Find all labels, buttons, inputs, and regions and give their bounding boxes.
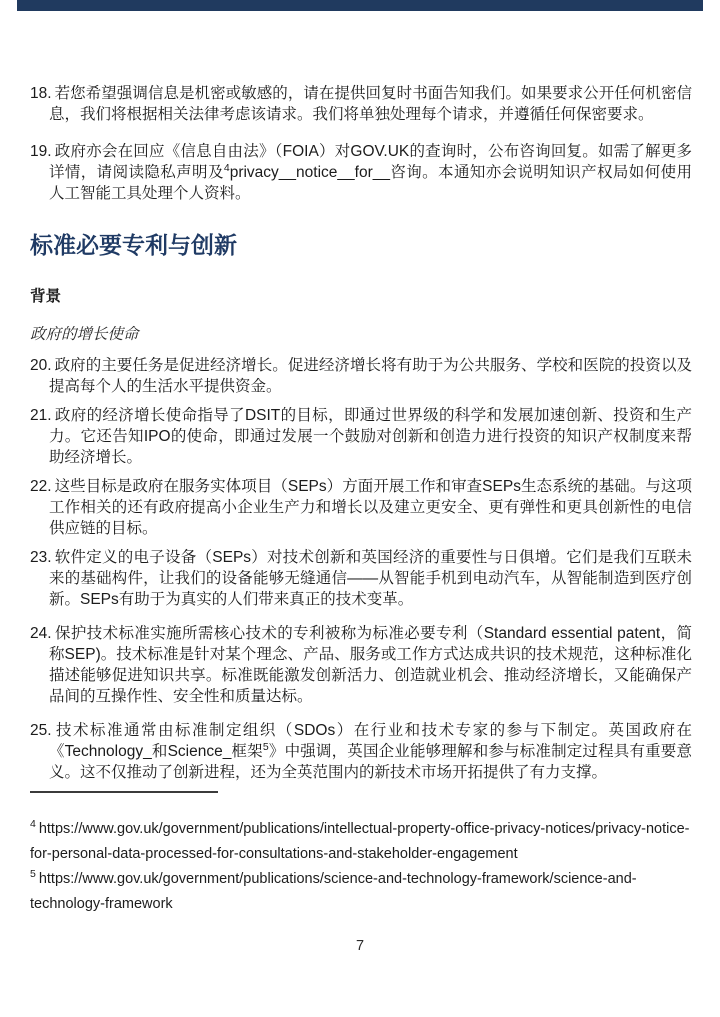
footnote-ref-4: 4: [223, 161, 230, 174]
item-number: 23.: [30, 549, 52, 566]
page-top-banner: [17, 0, 703, 11]
item-number: 18.: [30, 85, 52, 102]
footnotes: [30, 817, 692, 917]
footnote-url: https://www.gov.uk/government/publications/science-and-technology-framework/science-and-technology-framework: [30, 871, 637, 912]
paragraph-text: 政府的经济增长使命指导了DSIT的目标，即通过世界级的科学和发展加速创新、投资和生产力。它还告知IPO的使命，即通过发展一个鼓励对创新和创造力进行投资的知识产权制度来帮助经济增长。: [49, 407, 692, 466]
footnote-ref-5: 5: [262, 740, 269, 753]
subsection-heading-growth-mission: 政府的增长使命: [30, 326, 139, 343]
item-number: 21.: [30, 407, 52, 424]
paragraph-text: 保护技术标准实施所需核心技术的专利被称为标准必要专利（Standard essential patent，简称SEP)。技术标准是针对某个理念、产品、服务或工作方式达成共识的技术规范，这种标准化描述能够促进知识共享。标准既能激发创新活力、创造就业机会、推动经济增长，又能确保产品间的互操作性、安全性和质量达标。: [49, 625, 692, 705]
paragraph-text: 这些目标是政府在服务实体项目（SEPs）方面开展工作和审查SEPs生态系统的基础。与这项工作相关的还有政府提高小企业生产力和增长以及建立更安全、更有弹性和更具创新性的电信供应链的目标。: [49, 478, 692, 537]
item-number: 19.: [30, 143, 52, 160]
paragraph-22: [30, 476, 692, 539]
paragraph-18: [30, 83, 692, 125]
paragraph-19: [30, 141, 692, 204]
item-number: 20.: [30, 357, 52, 374]
section-heading: 标准必要专利与创新: [30, 232, 237, 258]
footnote-separator: [30, 791, 218, 793]
paragraph-20: [30, 355, 692, 397]
item-number: 25.: [30, 722, 52, 739]
paragraph-21: [30, 405, 692, 468]
paragraph-text: 技术标准通常由标准制定组织（SDOs）在行业和技术专家的参与下制定。英国政府在《Technology_和Science_框架: [49, 722, 692, 760]
footnote-4: [30, 817, 692, 867]
paragraph-text: 软件定义的电子设备（SEPs）对技术创新和英国经济的重要性与日俱增。它们是我们互联未来的基础构件，让我们的设备能够无缝通信——从智能手机到电动汽车，从智能制造到医疗创新。SEPs有助于为真实的人们带来真正的技术变革。: [49, 549, 692, 608]
page-number: 7: [355, 938, 365, 954]
paragraph-text: 政府的主要任务是促进经济增长。促进经济增长将有助于为公共服务、学校和医院的投资以及提高每个人的生活水平提供资金。: [49, 357, 692, 395]
paragraph-25: [30, 720, 692, 783]
footnote-url: https://www.gov.uk/government/publications/intellectual-property-office-privacy-notices/privacy-notice-for-personal-data-processed-for-consultations-and-stakeholder-engagement: [30, 821, 690, 862]
footnote-5: [30, 867, 692, 917]
paragraph-text: 若您希望强调信息是机密或敏感的，请在提供回复时书面告知我们。如果要求公开任何机密信息，我们将根据相关法律考虑该请求。我们将单独处理每个请求，并遵循任何保密要求。: [49, 85, 692, 123]
subsection-heading-background: 背景: [30, 288, 62, 305]
paragraph-23: [30, 547, 692, 610]
paragraph-text: 》中强调，英国企业能够理解和参与标准制定过程具有重要意义。这不仅推动了创新进程，还为全英范围内的新技术市场开拓提供了有力支撑。: [49, 743, 692, 781]
footnote-marker: 4: [30, 818, 36, 831]
item-number: 22.: [30, 478, 52, 495]
item-number: 24.: [30, 625, 52, 642]
footnote-marker: 5: [30, 868, 36, 881]
paragraph-text: privacy__notice__for__咨询。本通知亦会说明知识产权局如何使用人工智能工具处理个人资料。: [49, 164, 692, 202]
paragraph-text: 政府亦会在回应《信息自由法》（FOIA）对GOV.UK的查询时，公布咨询回复。如需了解更多详情，请阅读隐私声明及: [49, 143, 692, 181]
paragraph-24: [30, 623, 692, 707]
